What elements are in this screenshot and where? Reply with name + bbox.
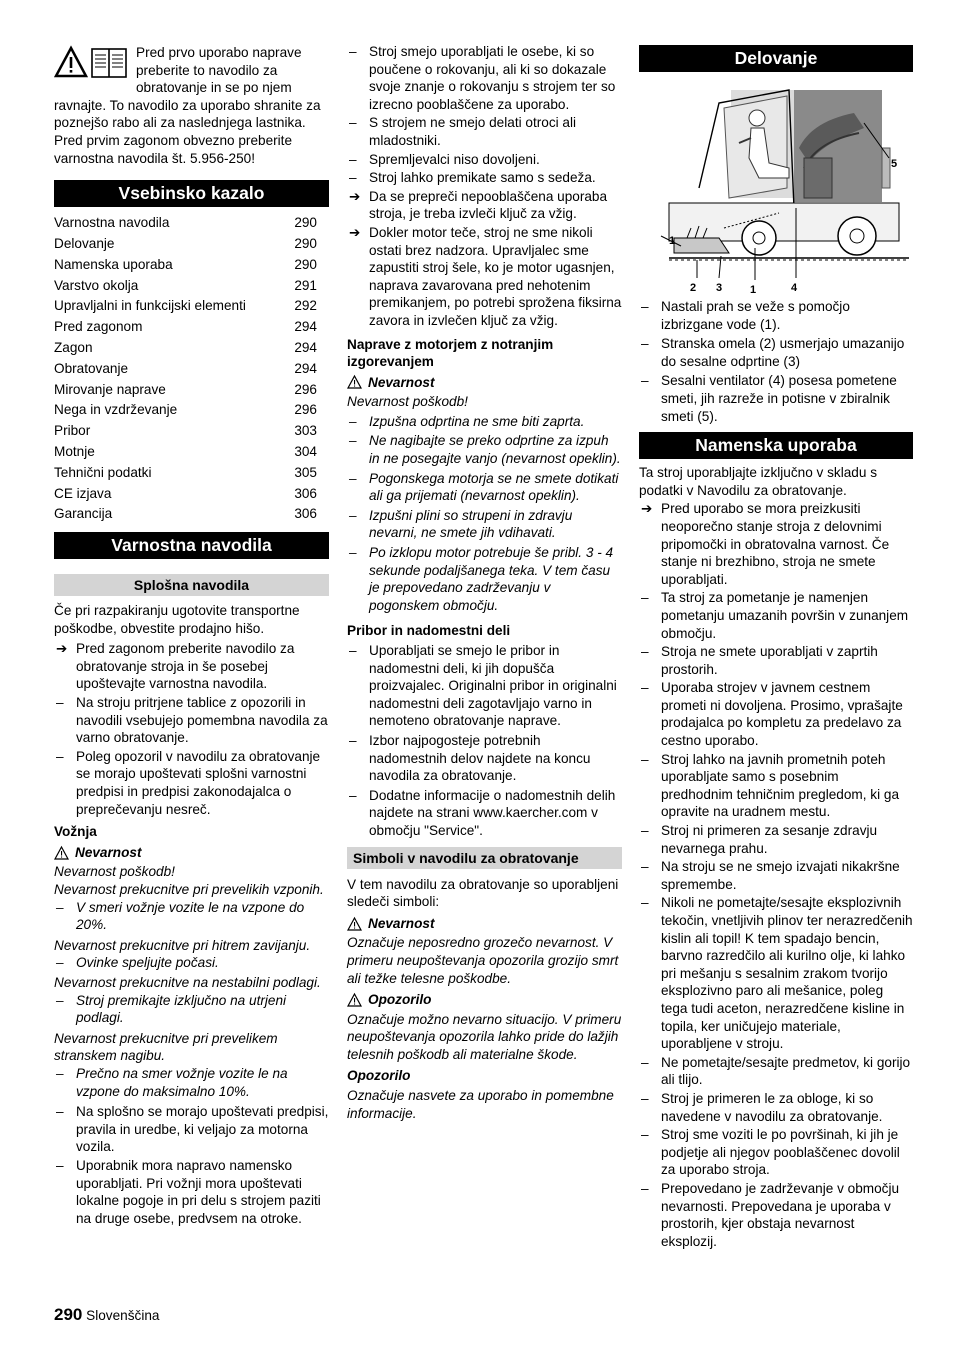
dash-bullet: – [56, 1157, 64, 1173]
arrow-bullet-icon: ➔ [349, 188, 361, 204]
dash-bullet: – [56, 748, 64, 764]
dash-bullet: – [56, 695, 64, 711]
column-1 [54, 44, 329, 1227]
accessories-list [347, 642, 622, 840]
list-item [639, 858, 913, 893]
list-item-text: Dodatne informacije o nadomestnih delih najdete na strani www.kaercher.com v območju "Service". [369, 787, 616, 838]
dash-bullet: – [349, 433, 357, 449]
list-item-text: Izpušna odprtina ne sme biti zaprta. [369, 413, 585, 429]
list-item-text: Dokler motor teče, stroj ne sme nikoli ostati brez nadzora. Upravljalec sme zapustiti stroj šele, ko je motor ugasnjen, naprava zavarovana pred nehotenim premikanjem, po potrebi sprožena fiksirna zavora in izvlečen ključ za vžig. [369, 224, 622, 328]
dash-bullet: – [349, 170, 357, 186]
list-item [639, 335, 913, 370]
dash-bullet: – [349, 470, 357, 486]
list-item-text: Stroj lahko premikate samo s sedeža. [369, 170, 596, 186]
toc-row[interactable] [54, 421, 329, 442]
list-item-text: Stroj sme voziti le po površinah, ki jih je podjetje ali njegov pooblaščenec dovolil za uporabo stroja. [661, 1127, 900, 1178]
list-item [54, 694, 329, 747]
footer-language: Slovenščina [86, 1308, 160, 1323]
danger-list-4 [54, 992, 329, 1027]
intended-use-heading: Namenska uporaba [639, 432, 913, 459]
list-item-text: Ne pometajte/sesajte predmetov, ki gorijo ali tlijo. [661, 1054, 911, 1088]
list-item-text: Prepovedano je zadrževanje v območju nevarnosti. Prepovedana je uporaba v prostorih, kjer obstaja nevarnost eksplozij. [661, 1180, 900, 1249]
symbol-note-text: Označuje nasvete za uporabo in pomembne informacije. [347, 1088, 614, 1121]
arrow-bullet-icon: ➔ [56, 641, 68, 657]
warning-triangle-icon [347, 917, 362, 931]
toc-page: 294 [294, 339, 317, 355]
symbols-subheading: Simboli v navodilu za obratovanje [347, 847, 622, 869]
list-item [347, 43, 622, 113]
toc-page: 294 [294, 360, 317, 376]
dash-bullet: – [641, 751, 649, 767]
warning-book-icons [54, 46, 128, 80]
toc-row[interactable] [54, 213, 329, 234]
toc-page: 303 [294, 423, 317, 439]
list-item [639, 500, 913, 588]
figure-label-4: 4 [791, 282, 798, 294]
list-item [347, 432, 622, 467]
toc-row[interactable] [54, 400, 329, 421]
list-item-text: Nastali prah se veže s pomočjo izbrizgane vode (1). [661, 299, 850, 332]
note-label: Opozorilo [347, 1068, 411, 1084]
warning-triangle-icon [347, 375, 362, 389]
toc-label: Tehnični podatki [54, 464, 152, 480]
list-item [639, 589, 913, 642]
list-item-text: Izpušni plini so strupeni in zdravju nevarni, ne smete jih vdihavati. [369, 507, 573, 541]
figure-label-5: 5 [891, 158, 898, 170]
toc-row[interactable] [54, 463, 329, 484]
intro-text-2: Pred prvim zagonom obvezno preberite varnostna navodila št. 5.956-250! [54, 132, 293, 166]
dash-bullet: – [641, 895, 649, 911]
toc-row[interactable] [54, 504, 329, 525]
general-paragraph: Če pri razpakiranju ugotovite transportne poškodbe, obvestite prodajno hišo. [54, 603, 300, 636]
list-item [347, 188, 622, 223]
list-item [54, 640, 329, 693]
list-item [347, 413, 622, 431]
list-item [639, 1054, 913, 1089]
symbol-warning-text: Označuje možno nevarno situacijo. V primeru neupoštevanja opozorila lahko pride do lažjih telesnih poškodb ali materialne škode. [347, 1011, 622, 1062]
intro-text: Pred prvo uporabo naprave preberite to navodilo za obratovanje in se po njem ravnajte. To navodilo za uporabo shranite za poznejšo rabo ali za naslednjega lastnika. [54, 45, 321, 131]
toc-row[interactable] [54, 317, 329, 338]
toc-page: 290 [294, 215, 317, 231]
toc-page: 292 [294, 298, 317, 314]
list-item [54, 1157, 329, 1227]
list-item-text: Na stroju se ne smejo izvajati nikakršne spremembe. [661, 859, 900, 892]
danger-text-3: Nevarnost prekucnitve pri hitrem zavijanju. [54, 937, 311, 953]
sweeper-illustration [639, 88, 913, 296]
dash-bullet: – [641, 1127, 649, 1143]
figure-label-3: 3 [716, 282, 723, 294]
dash-bullet: – [349, 732, 357, 748]
danger-text-4: Nevarnost prekucnitve na nestabilni podlagi. [54, 974, 321, 990]
list-item [347, 732, 622, 785]
list-item [54, 1103, 329, 1156]
list-item-text: Stranska omela (2) usmerjajo umazanijo do sesalne odprtine (3) [661, 336, 905, 369]
toc-page: 291 [294, 277, 317, 293]
dash-bullet: – [641, 299, 649, 314]
page-footer [54, 1306, 159, 1325]
list-item [639, 1090, 913, 1125]
accessories-heading: Pribor in nadomestni deli [347, 623, 511, 639]
list-item-text: Izbor najpogosteje potrebnih nadomestnih delov najdete na koncu navodila za obratovanje. [369, 732, 591, 784]
list-item-text: Na stroju pritrjene tablice z opozorili in navodili vsebujejo pomembna navodila za varno obratovanje. [76, 695, 328, 746]
list-item-text: Nikoli ne pometajte/sesajte eksplozivnih tekočin, vnetljivih plinov ter nerazredčenih kislin ali topil! K tem spadajo bencin, barvno razredčilo ali kurilno olje, ki lahko pri mešanju s sesalnim zrakom tvorijo eksplozivno paro ali mešanice, poleg tega tudi aceton, nerazredčene kisline in topila, ker uničujejo materiale, uporabljene v stroju. [661, 895, 913, 1052]
toc-row[interactable] [54, 338, 329, 359]
list-item-text: Uporaba strojev v javnem cestnem prometi ni dovoljena. Prosimo, vprašajte prodajalca po kompletu za predelavo za cestno uporabo. [661, 680, 903, 749]
toc-label: Mirovanje naprave [54, 381, 166, 397]
drive-list [54, 1103, 329, 1227]
operator-list [347, 43, 622, 330]
general-list [54, 640, 329, 818]
list-item-text: Poleg opozoril v navodilu za obratovanje se morajo upoštevati splošni varnostni predpisi in predpisi zakonodajalca o preprečevanju nesreč. [76, 748, 321, 817]
figure-label-2: 2 [690, 282, 697, 294]
general-subheading: Splošna navodila [54, 574, 329, 596]
list-item [639, 1126, 913, 1179]
list-item-text: Uporabljati se smejo le pribor in nadomestni deli, ki jih dopušča proizvajalec. Originalni pribor in originalni nadomestni deli zagotavljajo varno in nemoteno obratovanje naprave. [369, 643, 617, 729]
danger-text-1: Nevarnost poškodb! [54, 864, 175, 880]
symbols-paragraph: V tem navodilu za obratovanje so uporabljeni sledeči simboli: [347, 876, 619, 910]
list-item-text: Pred uporabo se mora preizkusiti neoporečno stanje stroja z delovnimi pripomočki in obratovalna varnost. Če stanje ni brezhibno, stroja ne smete uporabljati. [661, 501, 890, 587]
list-item [639, 1180, 913, 1250]
intended-use-list [639, 500, 913, 1250]
column-3 [639, 45, 913, 1250]
toc-heading: Vsebinsko kazalo [54, 180, 329, 207]
figure-label-1a: 1 [669, 235, 676, 247]
dash-bullet: – [349, 115, 357, 131]
dash-bullet: – [641, 1054, 649, 1070]
list-item-text: Pred zagonom preberite navodilo za obratovanje stroja in še posebej upoštevajte varnostna navodila. [76, 641, 295, 692]
sweeper-drawing [639, 88, 913, 296]
list-item [347, 114, 622, 149]
engine-heading: Naprave z motorjem z notranjim izgorevanjem [347, 336, 554, 370]
dash-bullet: – [641, 644, 649, 660]
toc-page: 294 [294, 319, 317, 335]
list-item [347, 544, 622, 614]
dash-bullet: – [349, 643, 357, 658]
engine-danger-text: Nevarnost poškodb! [347, 394, 468, 410]
toc-label: Garancija [54, 506, 113, 522]
toc-label: Pred zagonom [54, 319, 143, 335]
danger-label: Nevarnost [368, 374, 435, 390]
list-item [347, 642, 622, 730]
list-item-text: Ta stroj za pometanje je namenjen pometanju umazanih površin v zunanjem območju. [661, 590, 909, 641]
list-item [639, 751, 913, 821]
list-item-text: Sesalni ventilator (4) posesa pometene smeti, jih razreže in potisne v zbiralnik smeti (5). [661, 373, 897, 424]
symbol-danger-head [347, 915, 622, 933]
dash-bullet: – [641, 336, 649, 352]
arrow-bullet-icon: ➔ [641, 501, 653, 517]
danger-text-2: Nevarnost prekucnitve pri prevelikih vzponih. [54, 882, 324, 898]
dash-bullet: – [349, 44, 357, 59]
list-item-text: Pogonskega motorja se ne smete dotikati ali ga prijemati (nevarnost opeklin). [369, 470, 619, 504]
toc-label: Delovanje [54, 235, 115, 251]
dash-bullet: – [56, 1104, 64, 1120]
toc-page: 296 [294, 402, 317, 418]
toc-page: 296 [294, 381, 317, 397]
list-item-text: Da se prepreči nepooblaščena uporaba stroja, je treba izvleči ključ za vžig. [369, 188, 608, 222]
dash-bullet: – [641, 1090, 649, 1106]
list-item: – Ovinke speljujte počasi. [56, 955, 219, 971]
toc-row[interactable] [54, 442, 329, 463]
warning-triangle-icon [347, 993, 362, 1007]
list-item [639, 643, 913, 678]
toc-page: 305 [294, 464, 317, 480]
list-item-text: Uporabnik mora napravo namensko uporabljati. Pri vožnji mora upoštevati lokalne pogoje in pri delu s strojem paziti na druge osebe, predvsem na otroke. [76, 1157, 321, 1226]
toc-label: Varnostna navodila [54, 215, 170, 231]
warning-triangle-icon [54, 846, 69, 860]
dash-bullet: – [349, 151, 357, 167]
list-item-text: Na splošno se morajo upoštevati predpisi, pravila in uredbe, ki veljajo za motorna vozila. [76, 1104, 329, 1155]
list-item-text: Po izklopu motor potrebuje še pribl. 3 - 4 sekunde podaljšanega teka. V tem času je prepovedano zadrževanju v pogonskem območju. [369, 545, 614, 613]
danger-list-2 [54, 899, 329, 934]
toc-row[interactable] [54, 484, 329, 505]
engine-list [347, 413, 622, 615]
safety-heading: Varnostna navodila [54, 532, 329, 559]
toc-page: 290 [294, 256, 317, 272]
dash-bullet: – [641, 680, 649, 696]
dash-bullet: – [349, 413, 357, 429]
symbol-danger-text: Označuje neposredno grozečo nevarnost. V primeru neupoštevanja opozorila grozijo smrt ali težke telesne poškodbe. [347, 935, 619, 986]
intro-block [54, 44, 329, 167]
list-item: – Stroj premikajte izključno na utrjeni podlagi. [56, 992, 287, 1026]
toc-label: Namenska uporaba [54, 256, 173, 272]
engine-danger-head [347, 374, 622, 392]
list-item [639, 679, 913, 749]
toc-page: 306 [294, 485, 317, 501]
function-heading: Delovanje [639, 45, 913, 72]
figure-label-1b: 1 [750, 284, 757, 296]
list-item-text: S strojem ne smejo delati otroci ali mladostniki. [369, 115, 577, 148]
toc-label: Upravljalni in funkcijski elementi [54, 298, 246, 314]
toc-label: Motnje [54, 443, 95, 459]
dash-bullet: – [641, 1180, 649, 1196]
dash-bullet: – [641, 823, 649, 839]
toc-row[interactable] [54, 296, 329, 317]
toc-row[interactable] [54, 359, 329, 380]
list-item [54, 748, 329, 818]
dash-bullet: – [641, 373, 649, 389]
list-item [347, 470, 622, 505]
dash-bullet: – [641, 859, 649, 875]
danger-label: Nevarnost [368, 915, 435, 931]
list-item [639, 298, 913, 333]
list-item [639, 822, 913, 857]
page-number: 290 [54, 1305, 83, 1324]
danger-list-3 [54, 954, 329, 972]
list-item-text: Stroj ni primeren za sesanje zdravju nevarnega prahu. [661, 823, 878, 856]
arrow-bullet-icon: ➔ [349, 224, 361, 240]
toc-page: 304 [294, 443, 317, 459]
warning-label: Opozorilo [368, 992, 432, 1008]
danger-list-5 [54, 1065, 329, 1100]
list-item [639, 372, 913, 425]
toc-list [54, 213, 329, 525]
toc-page: 306 [294, 506, 317, 522]
symbol-warning-head [347, 991, 622, 1009]
toc-row[interactable] [54, 255, 329, 276]
danger-label: Nevarnost [75, 844, 142, 860]
list-item [347, 169, 622, 187]
list-item [639, 894, 913, 1052]
dash-bullet: – [349, 787, 357, 803]
list-item-text: Ne nagibajte se preko odprtine za izpuh in ne posegajte vanjo (nevarnost opeklin). [369, 433, 621, 467]
toc-label: Nega in vzdrževanje [54, 402, 178, 418]
dash-bullet: – [349, 507, 357, 523]
intended-use-paragraph: Ta stroj uporabljajte izključno v skladu s podatki v Navodilu za obratovanje. [639, 465, 878, 498]
toc-page: 290 [294, 235, 317, 251]
list-item: – V smeri vožnje vozite le na vzpone do 20%. [56, 899, 305, 933]
dash-bullet: – [349, 545, 357, 561]
toc-row[interactable] [54, 234, 329, 255]
list-item-text: Stroj je primeren le za obloge, ki so navedene v navodilu za obratovanje. [661, 1090, 883, 1124]
toc-label: Zagon [54, 339, 93, 355]
list-item-text: Stroja ne smete uporabljati v zaprtih prostorih. [661, 644, 878, 677]
toc-row[interactable] [54, 380, 329, 401]
list-item [347, 507, 622, 542]
toc-label: Pribor [54, 423, 91, 439]
toc-row[interactable] [54, 276, 329, 297]
function-list [639, 298, 913, 425]
list-item-text: Spremljevalci niso dovoljeni. [369, 151, 540, 167]
danger-text-5: Nevarnost prekucnitve pri prevelikem stranskem nagibu. [54, 1030, 278, 1064]
toc-label: CE izjava [54, 485, 112, 501]
list-item-text: Stroj lahko na javnih prometnih poteh uporabljate samo s posebnim predhodnim tehničnim pregledom, ki ga opravite na uradnem mestu. [661, 751, 900, 820]
list-item-text: Stroj smejo uporabljati le osebe, ki so poučene o rokovanju, ali ki so dokazale svoje znanje o rokovanju s strojem ter so izrecno pooblaščene za uporabo. [369, 44, 616, 112]
driving-heading: Vožnja [54, 824, 97, 840]
list-item [347, 224, 622, 330]
toc-label: Obratovanje [54, 360, 129, 376]
list-item [347, 151, 622, 169]
list-item: – Prečno na smer vožnje vozite le na vzpone do maksimalno 10%. [56, 1065, 288, 1099]
column-2 [347, 42, 622, 1122]
dash-bullet: – [641, 590, 649, 606]
toc-label: Varstvo okolja [54, 277, 139, 293]
list-item [347, 787, 622, 840]
danger-head [54, 844, 329, 862]
